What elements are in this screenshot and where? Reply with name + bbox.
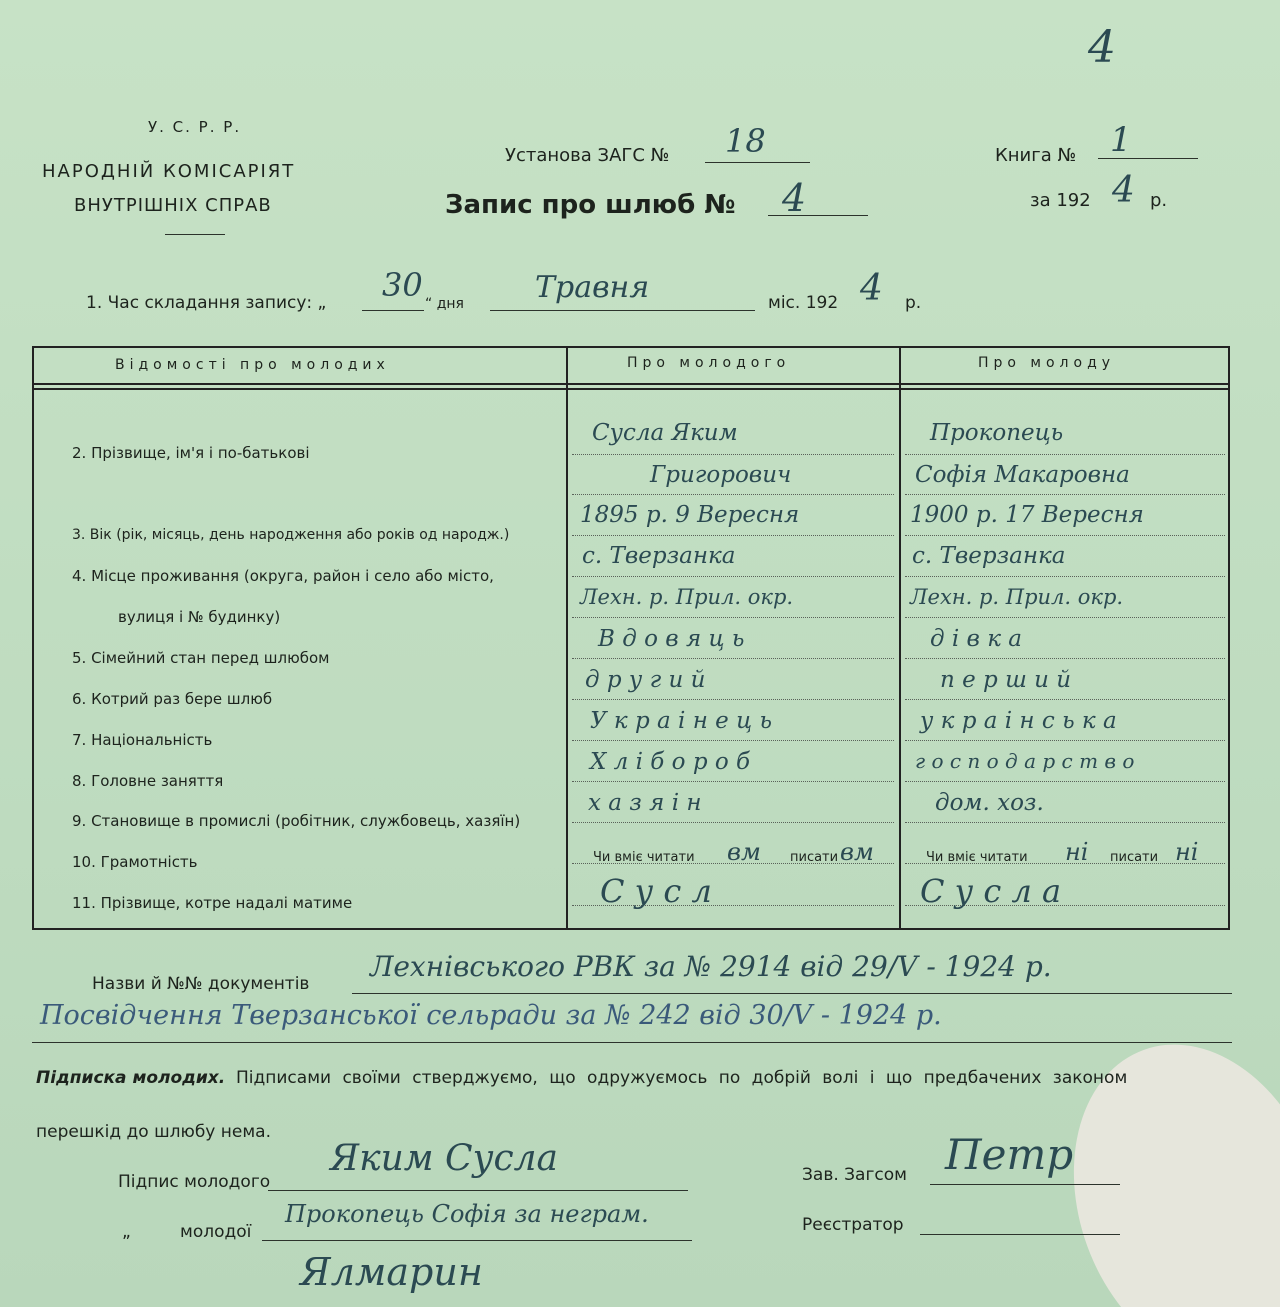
record-month: Травня [535,270,650,305]
groom-occupation: Х л і б о р о б [590,749,751,775]
groom-surname: Сусла Яким [592,420,738,446]
row-rule [905,494,1225,495]
bride-signature-label: молодої [180,1222,252,1242]
commissariat-line2: ВНУТРІШНІХ СПРАВ [74,195,272,216]
head-signature: Петр [945,1130,1074,1179]
row-rule [905,658,1225,659]
bride-residence: с. Тверзанка [912,543,1066,569]
groom-position: х а з я і н [588,790,702,816]
row-label-future-surname: 11. Прізвище, котре надалі матиме [72,894,353,912]
page-number: 4 [1088,22,1116,73]
groom-patronymic: Григорович [650,462,792,488]
documents-line-1 [352,993,1232,994]
row-rule [905,454,1225,455]
bride-read-label: Чи вміє читати [926,850,1028,865]
groom-signature: Яким Сусла [330,1138,559,1179]
row-label-position: 9. Становище в промислі (робітник, службовець, хазяїн) [72,812,521,830]
groom-write-label: писати [790,850,839,865]
row-label-name: 2. Прізвище, ім'я і по-батькові [72,444,310,462]
row-rule [905,617,1225,618]
row-rule [905,699,1225,700]
row-rule [572,454,894,455]
record-day: 30 [382,266,423,304]
bride-signature-2: Ялмарин [300,1250,483,1294]
header-bride: Про молоду [978,355,1116,371]
record-title: Запис про шлюб № [445,190,736,220]
row-label-times: 6. Котрий раз бере шлюб [72,690,273,708]
row-label-residence: 4. Місце проживання (округа, район і село або місто, [72,567,494,585]
groom-future-surname: С у с л [600,872,712,910]
groom-signature-line [268,1190,688,1191]
bride-read: ні [1065,838,1089,866]
year-suffix: р. [1150,190,1168,211]
bride-residence-2: Лехн. р. Прил. окр. [910,585,1124,609]
day-label: “ дня [425,296,464,312]
statement-text-2: перешкід до шлюбу нема. [36,1122,271,1142]
bride-marital: д і в к а [930,626,1023,652]
row-rule [572,576,894,577]
bride-future-surname: С у с л а [920,872,1062,910]
row-rule [572,822,894,823]
groom-age: 1895 р. 9 Вересня [580,502,800,528]
head-signature-line [930,1184,1120,1185]
registrar-label: Реєстратор [802,1215,904,1235]
row-rule [905,822,1225,823]
zags-number: 18 [725,122,766,160]
documents-line-2 [32,1042,1232,1043]
groom-write: вм [840,838,874,866]
bride-position: дом. хоз. [935,790,1044,816]
day-line [362,310,424,311]
bride-times: п е р ш и й [940,667,1072,693]
bride-occupation: г о с п о д а р с т в о [915,749,1135,773]
table-header-rule [32,383,1230,385]
bride-signature-line [262,1240,692,1241]
documents-line1-text: Лехнівського РВК за № 2914 від 29/V - 1924 р. [370,950,1052,983]
row-rule [905,535,1225,536]
row-label-literacy: 10. Грамотність [72,853,198,871]
year-digit: 4 [1112,170,1135,211]
groom-read: вм [727,838,761,866]
record-time-label: 1. Час складання запису: „ [86,293,327,313]
row-rule [905,781,1225,782]
groom-marital: В д о в я ц ь [598,626,745,652]
header-groom: Про молодого [627,355,791,371]
month-label: міс. 192 [768,293,839,313]
row-rule [572,699,894,700]
table-col-sep-1 [566,346,568,930]
row-label-age: 3. Вік (рік, місяць, день народження або років од народж.) [72,527,510,543]
row-rule [572,658,894,659]
row-rule [572,740,894,741]
record-year-digit: 4 [860,268,883,309]
bride-signature-prefix: „ [122,1222,131,1242]
row-label-marital: 5. Сімейний стан перед шлюбом [72,649,330,667]
row-rule [905,740,1225,741]
row-label-nationality: 7. Національність [72,731,213,749]
statement-heading: Підписка молодих. [36,1068,226,1088]
groom-read-label: Чи вміє читати [593,850,695,865]
bride-nationality: у к р а і н с ь к а [920,708,1117,734]
documents-line2-text: Посвідчення Тверзанської сельради за № 242 від 30/V - 1924 р. [40,1000,942,1031]
registrar-signature-line [920,1234,1120,1235]
documents-label: Назви й №№ документів [92,974,310,994]
head-signature-label: Зав. Загсом [802,1165,907,1185]
year-label: за 192 [1030,190,1091,211]
record-number: 4 [782,176,807,220]
bride-write-label: писати [1110,850,1159,865]
groom-residence: с. Тверзанка [582,543,736,569]
groom-residence-2: Лехн. р. Прил. окр. [580,585,794,609]
bride-name: Софія Макаровна [915,462,1130,488]
record-year-suffix: р. [905,293,922,313]
row-rule [572,535,894,536]
row-label-residence-2: вулиця і № будинку) [118,608,281,626]
row-rule [572,494,894,495]
row-rule [905,576,1225,577]
row-rule [572,781,894,782]
ussr-label: У. С. Р. Р. [148,118,242,136]
row-rule [572,617,894,618]
book-label: Книга № [995,145,1077,166]
book-number: 1 [1110,120,1132,160]
zags-label: Установа ЗАГС № [505,145,670,166]
row-label-occupation: 8. Головне заняття [72,772,224,790]
commissariat-line1: НАРОДНІЙ КОМІСАРІЯТ [42,161,296,182]
groom-times: д р у г и й [585,667,706,693]
groom-signature-label: Підпис молодого [118,1172,271,1192]
header-rule [165,234,225,235]
table-col-sep-2 [899,346,901,930]
bride-surname: Прокопець [930,420,1064,446]
bride-write: ні [1175,838,1199,866]
bride-signature: Прокопець Софія за неграм. [285,1200,649,1228]
groom-nationality: У к р а і н е ц ь [590,708,772,734]
header-info: Відомості про молодих [115,357,390,373]
bride-age: 1900 р. 17 Вересня [910,502,1144,528]
zags-line [705,162,810,163]
month-line [490,310,755,311]
statement-text-1: Підписами своїми стверджуємо, що одружуємось по добрій волі і що предбачених законом [236,1068,1128,1088]
table-header-rule-2 [32,388,1230,390]
